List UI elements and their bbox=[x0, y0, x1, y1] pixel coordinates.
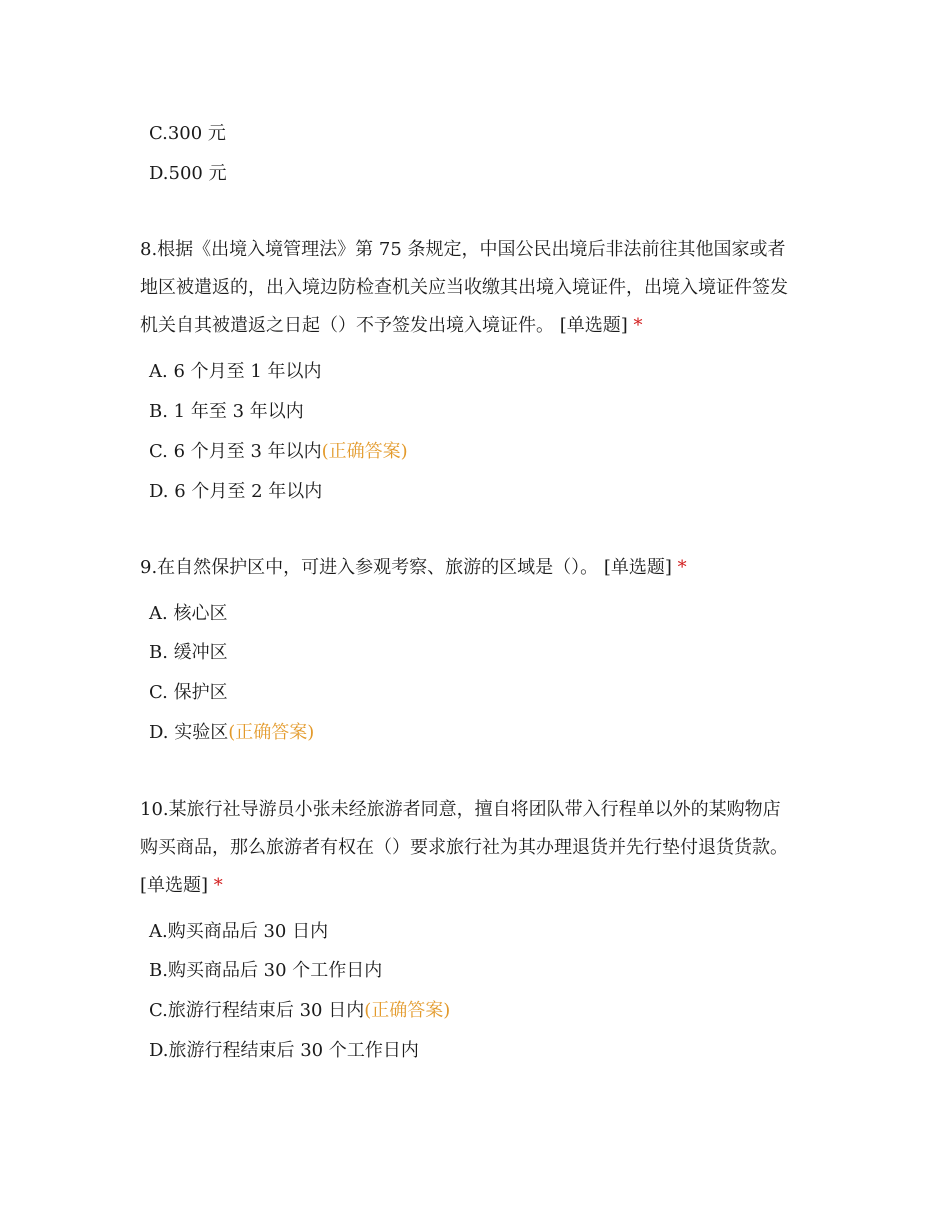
q10-option-c-text: C.旅游行程结束后 30 日内 bbox=[149, 1000, 365, 1021]
q8-option-c-text: C. 6 个月至 3 年以内 bbox=[149, 441, 322, 462]
q8-required-mark: * bbox=[633, 315, 643, 336]
q10-option-b: B.购买商品后 30 个工作日内 bbox=[149, 960, 383, 981]
q9-option-d bbox=[149, 721, 314, 745]
q10-text-line-2: 购买商品，那么旅游者有权在（）要求旅行社为其办理退货并先行垫付退货货款。 bbox=[140, 837, 788, 858]
q9-text bbox=[140, 556, 687, 580]
q9-correct-label: (正确答案) bbox=[228, 722, 315, 743]
q8-option-d: D. 6 个月至 2 年以内 bbox=[149, 481, 323, 502]
q9-text-body: 9.在自然保护区中，可进入参观考察、旅游的区域是（）。 [单选题] bbox=[140, 557, 672, 578]
q10-option-d: D.旅游行程结束后 30 个工作日内 bbox=[149, 1040, 419, 1061]
q9-required-mark: * bbox=[677, 557, 687, 578]
q10-required-mark: * bbox=[213, 875, 223, 896]
q8-text-line-3 bbox=[140, 314, 643, 338]
q8-text-line-1: 8.根据《出境入境管理法》第 75 条规定，中国公民出境后非法前往其他国家或者 bbox=[140, 239, 786, 260]
prev-option-c: C.300 元 bbox=[149, 123, 226, 144]
q9-option-c: C. 保护区 bbox=[149, 682, 228, 703]
q8-option-c bbox=[149, 440, 408, 464]
q10-text-line-1: 10.某旅行社导游员小张未经旅游者同意，擅自将团队带入行程单以外的某购物店 bbox=[140, 799, 781, 820]
q9-option-a: A. 核心区 bbox=[149, 603, 228, 624]
q8-correct-label: (正确答案) bbox=[321, 441, 408, 462]
q10-option-c bbox=[149, 999, 450, 1023]
q8-option-a: A. 6 个月至 1 年以内 bbox=[149, 361, 322, 382]
q8-text-line-3-body: 机关自其被遣返之日起（）不予签发出境入境证件。 [单选题] bbox=[140, 315, 628, 336]
q8-text-line-2: 地区被遣返的，出入境边防检查机关应当收缴其出境入境证件，出境入境证件签发 bbox=[140, 277, 788, 298]
q9-option-b: B. 缓冲区 bbox=[149, 642, 228, 663]
q9-option-d-text: D. 实验区 bbox=[149, 722, 229, 743]
q10-correct-label: (正确答案) bbox=[364, 1000, 451, 1021]
q8-option-b: B. 1 年至 3 年以内 bbox=[149, 401, 304, 422]
q10-text-line-3-body: [单选题] bbox=[140, 875, 209, 896]
prev-option-d: D.500 元 bbox=[149, 163, 227, 184]
q10-option-a: A.购买商品后 30 日内 bbox=[149, 921, 329, 942]
q10-text-line-3 bbox=[140, 874, 223, 898]
